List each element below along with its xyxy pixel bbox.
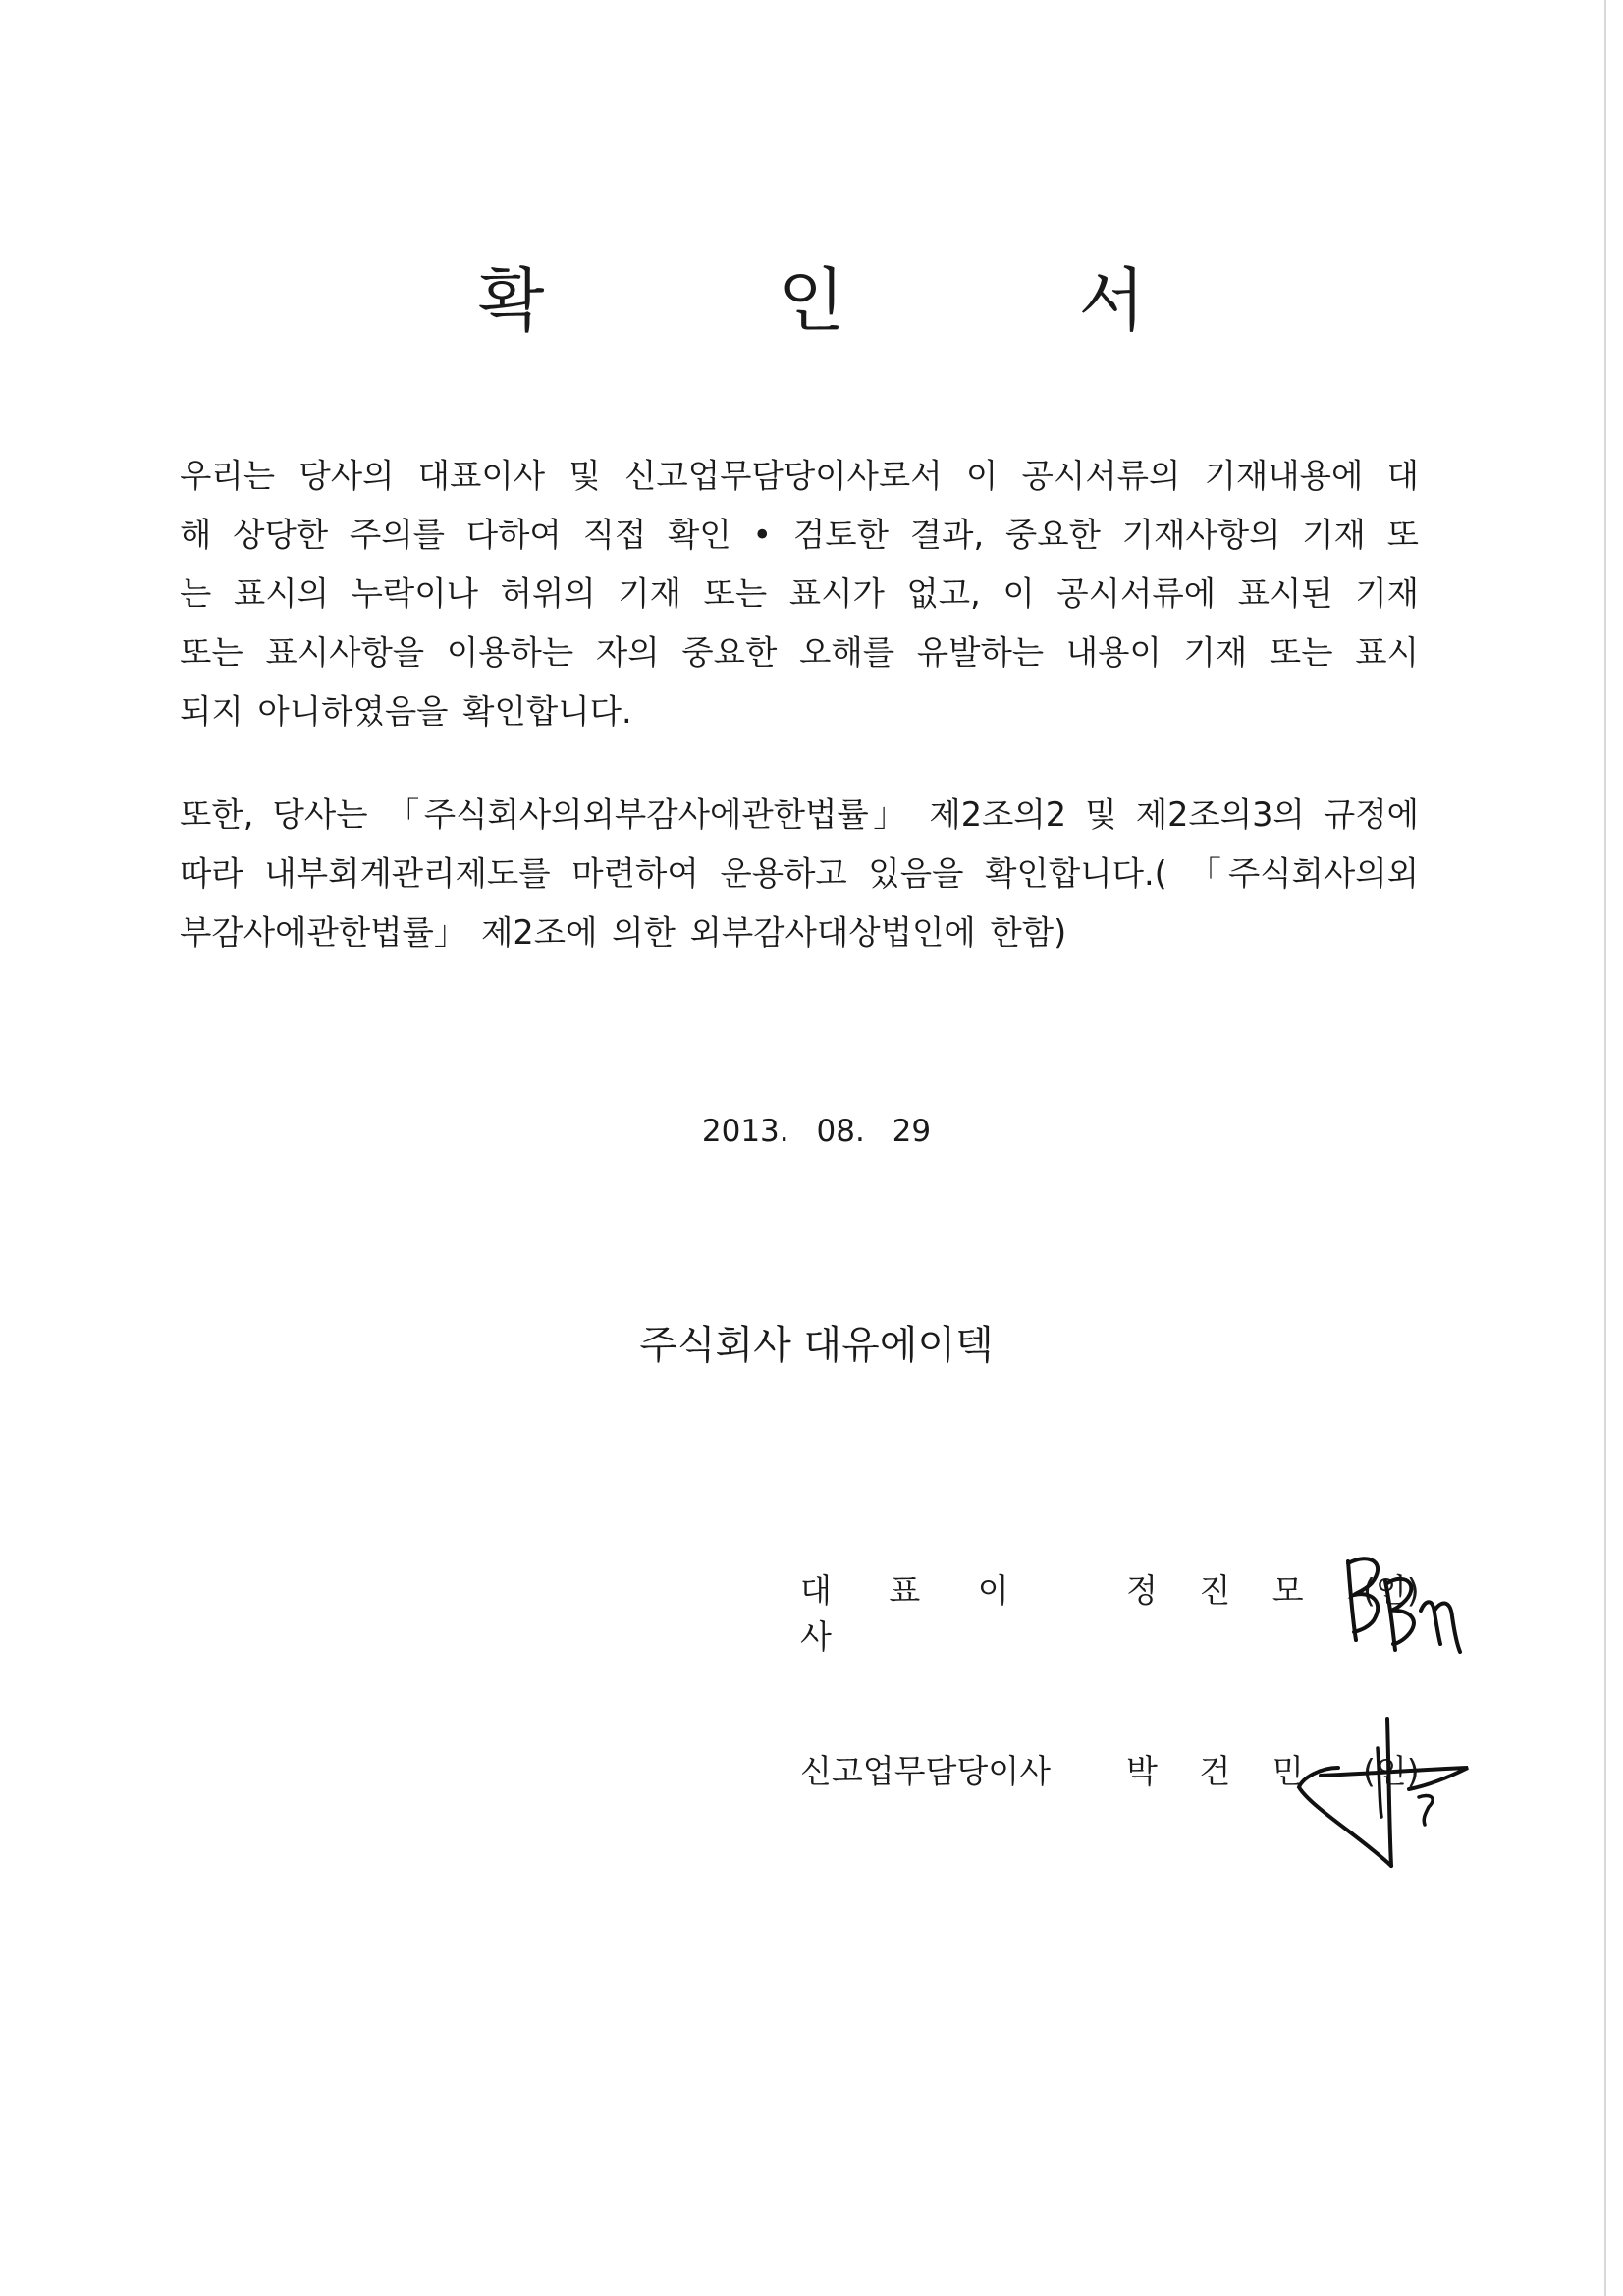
- seal-mark: (인): [1363, 1752, 1420, 1790]
- paragraph-line: 해 상당한 주의를 다하여 직접 확인 • 검토한 결과, 중요한 기재사항의 기재 또: [180, 516, 1419, 554]
- signatory-row-ceo: [0, 1565, 1623, 1656]
- paragraph-line: 우리는 당사의 대표이사 및 신고업무담당이사로서 이 공시서류의 기재내용에 대: [180, 457, 1419, 495]
- paragraph-line: 또한, 당사는 「주식회사의외부감사에관한법률」 제2조의2 및 제2조의3의 규정에: [180, 795, 1419, 834]
- seal-mark: (인): [1363, 1571, 1420, 1610]
- paragraph-line: 는 표시의 누락이나 허위의 기재 또는 표시가 없고, 이 공시서류에 표시된 기재: [180, 574, 1419, 613]
- signatory-name: 정 진 모: [1126, 1571, 1320, 1610]
- document-title: 확 인 서: [477, 260, 1252, 341]
- paragraph-line: 또는 표시사항을 이용하는 자의 중요한 오해를 유발하는 내용이 기재 또는 표시: [180, 633, 1419, 672]
- paragraph-line: 부감사에관한법률」 제2조에 의한 외부감사대상법인에 한함): [180, 913, 1067, 952]
- signatory-role: 대 표 이 사: [800, 1571, 1033, 1656]
- signatory-role: 신고업무담당이사: [800, 1752, 1052, 1790]
- signatory-name: 박 건 민: [1126, 1752, 1320, 1790]
- internal-control-paragraph: [180, 786, 1419, 962]
- paragraph-line: 따라 내부회계관리제도를 마련하여 운용하고 있음을 확인합니다.( 「주식회사의외: [180, 854, 1419, 893]
- signatory-row-disclosure-officer: [0, 1746, 1623, 1805]
- confirmation-paragraph: [180, 447, 1419, 741]
- document-date: 2013. 08. 29: [701, 1114, 932, 1149]
- company-name: 주식회사 대유에이텍: [639, 1323, 994, 1368]
- paragraph-line: 되지 아니하였음을 확인합니다.: [180, 692, 632, 731]
